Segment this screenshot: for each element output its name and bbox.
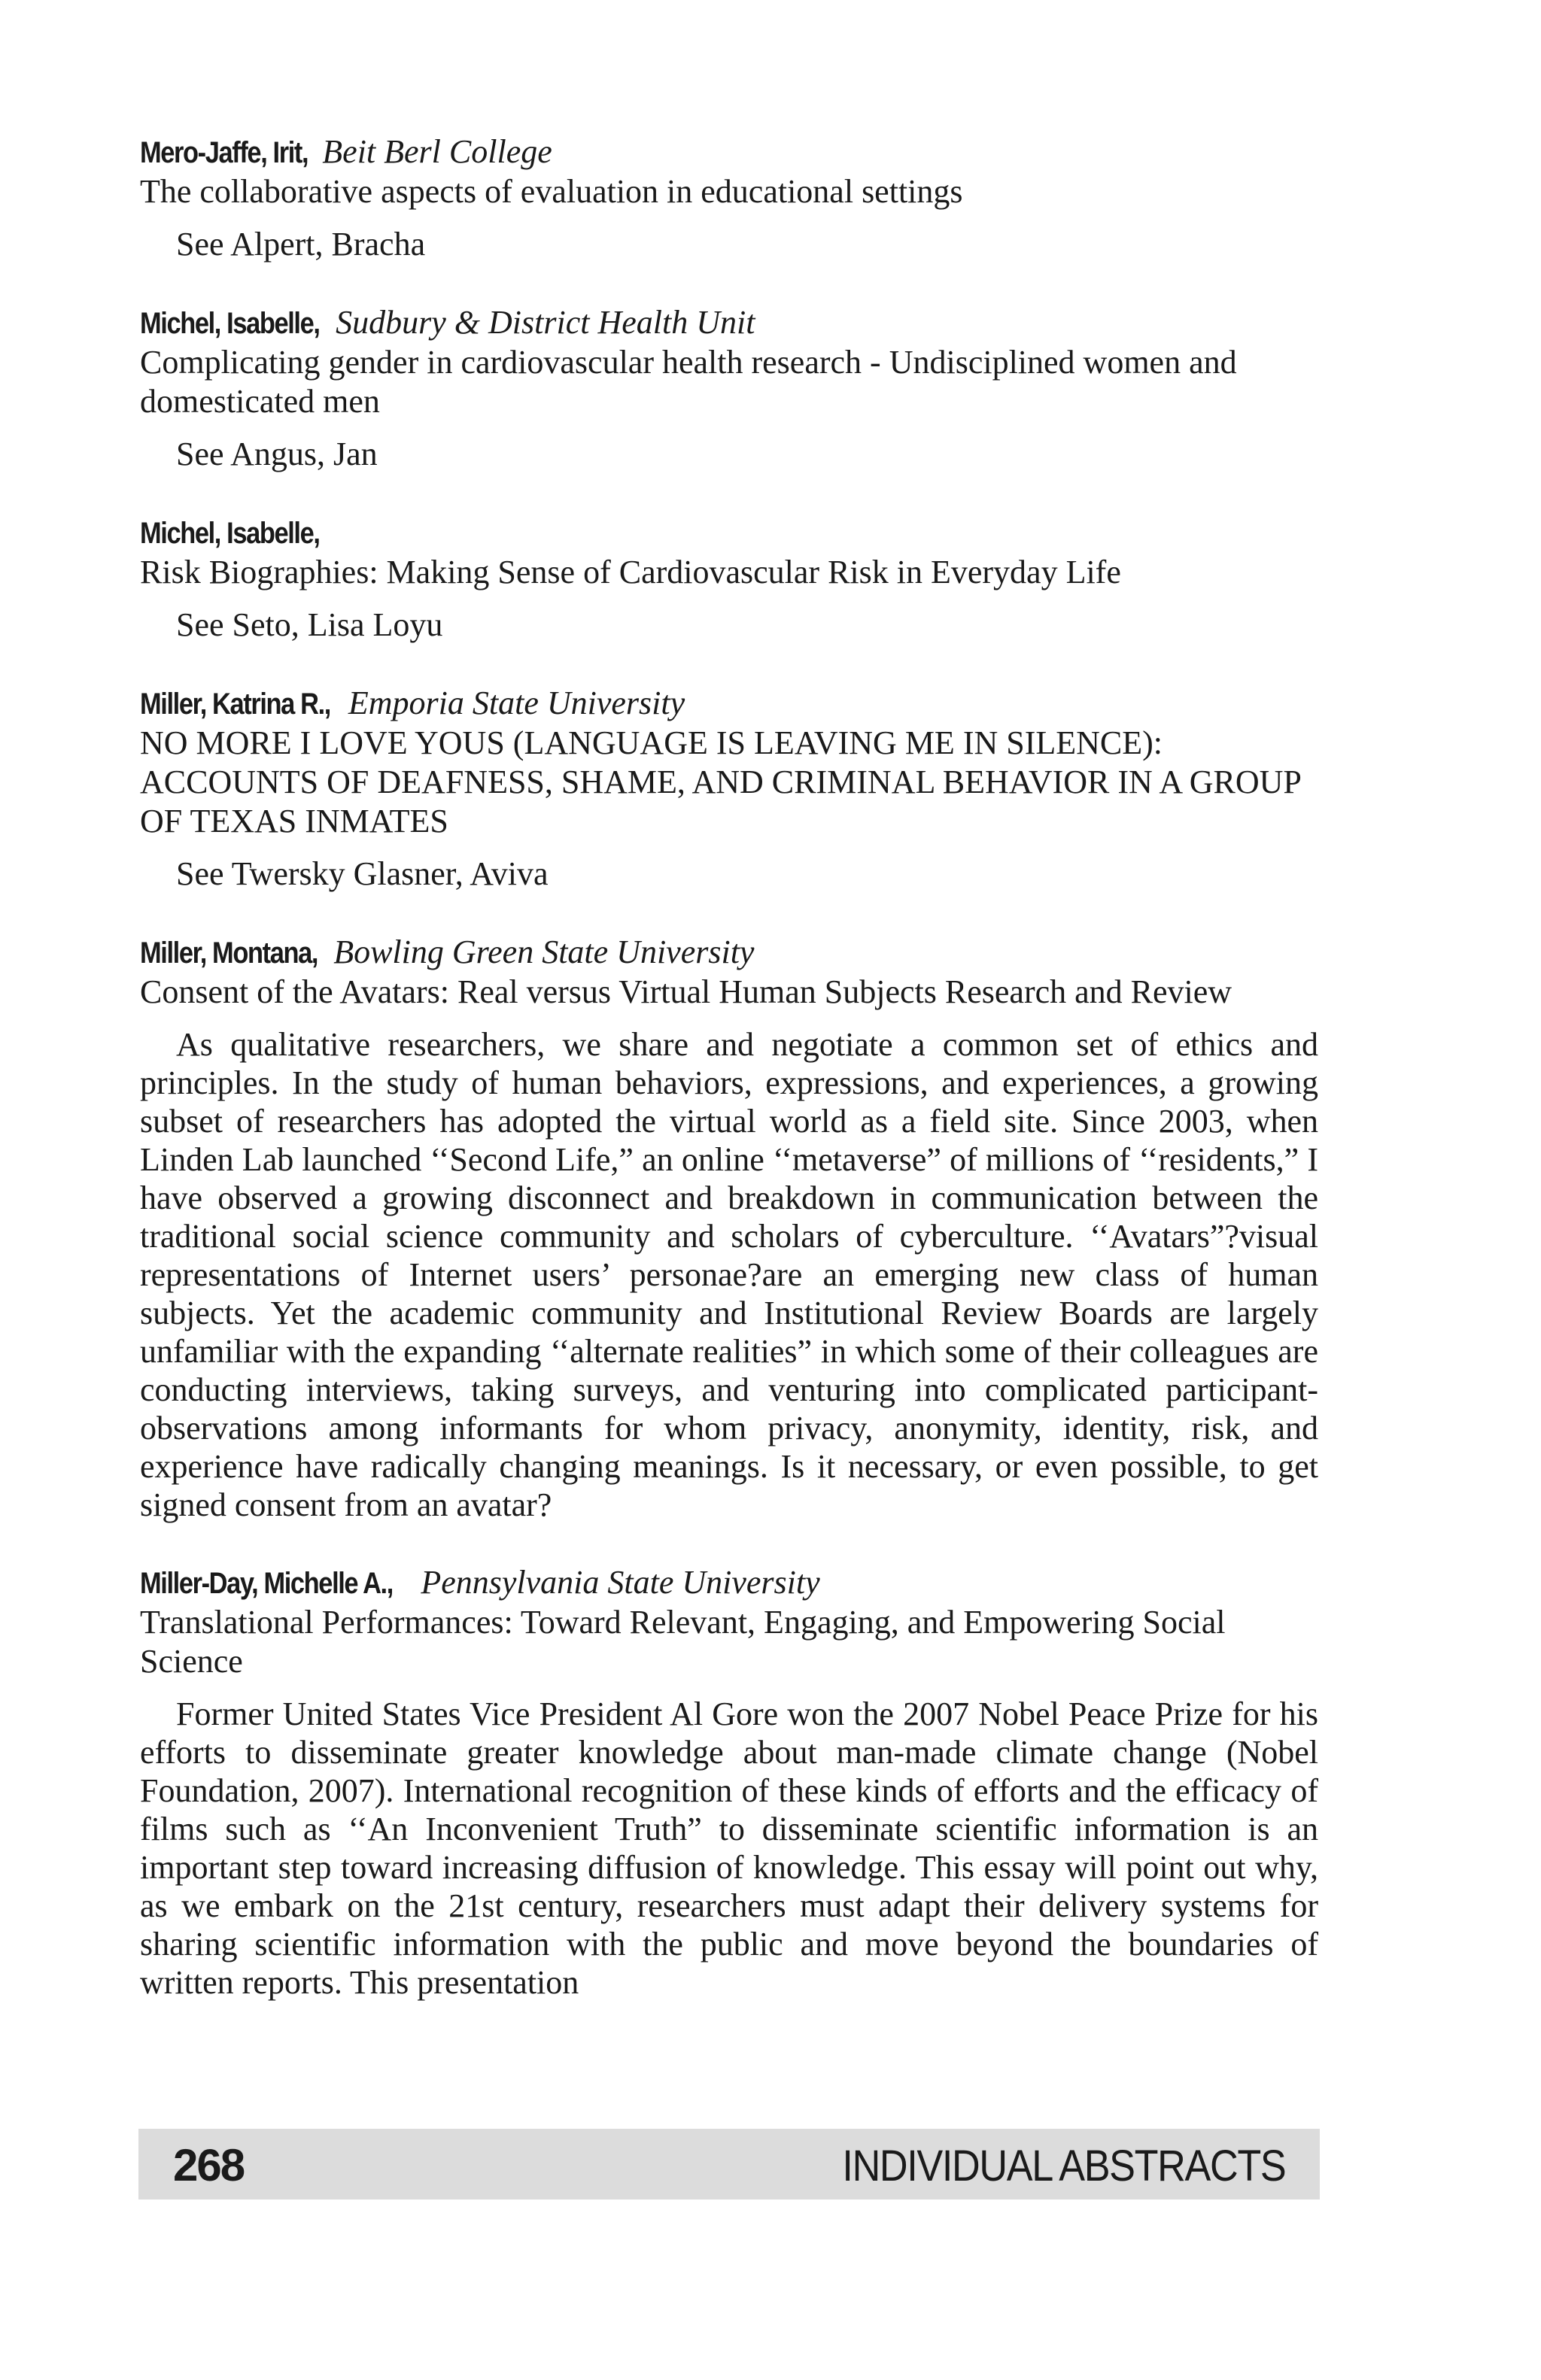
abstract-title: Complicating gender in cardiovascular health research - Undisciplined women and domesticated men xyxy=(140,344,1237,420)
abstract-entry xyxy=(140,684,1320,894)
abstract-entry xyxy=(140,513,1320,645)
entry-heading xyxy=(140,684,1320,724)
abstract-title: Consent of the Avatars: Real versus Virtual Human Subjects Research and Review xyxy=(140,973,1232,1010)
page-footer xyxy=(138,2129,1320,2199)
page-number: 268 xyxy=(173,2140,245,2190)
entry-heading xyxy=(140,303,1320,343)
author-name: Michel, Isabelle, xyxy=(140,517,320,550)
abstract-entry xyxy=(140,303,1320,474)
abstract-title: Risk Biographies: Making Sense of Cardiovascular Risk in Everyday Life xyxy=(140,554,1121,590)
entry-heading xyxy=(140,132,1320,172)
cross-reference: See Alpert, Bracha xyxy=(176,226,426,263)
author-affiliation: Bowling Green State University xyxy=(333,933,755,970)
abstract-entry xyxy=(140,132,1320,264)
abstract-listing xyxy=(140,132,1320,2041)
author-affiliation: Sudbury & District Health Unit xyxy=(336,304,755,341)
entry-heading xyxy=(140,1563,1320,1603)
author-name: Miller, Katrina R., xyxy=(140,688,330,721)
abstract-entry xyxy=(140,933,1320,1524)
author-name: Mero-Jaffe, Irit, xyxy=(140,136,309,169)
abstract-title: The collaborative aspects of evaluation in educational settings xyxy=(140,173,963,210)
entry-heading xyxy=(140,513,1320,553)
cross-reference: See Angus, Jan xyxy=(176,436,378,472)
author-affiliation: Beit Berl College xyxy=(322,133,552,170)
cross-reference: See Seto, Lisa Loyu xyxy=(176,606,443,643)
abstract-entry xyxy=(140,1563,1320,2002)
cross-reference: See Twersky Glasner, Aviva xyxy=(176,855,549,892)
author-affiliation: Emporia State University xyxy=(348,685,685,721)
author-name: Miller, Montana, xyxy=(140,937,318,970)
entry-heading xyxy=(140,933,1320,973)
author-name: Miller-Day, Michelle A., xyxy=(140,1567,393,1600)
author-affiliation: Pennsylvania State University xyxy=(421,1564,820,1601)
abstract-title: NO MORE I LOVE YOUS (LANGUAGE IS LEAVING ME IN SILENCE): ACCOUNTS OF DEAFNESS, SHAME, AND CRIMINAL BEHAVIOR IN A GROUP OF TEXAS INMATES xyxy=(140,724,1301,839)
author-name: Michel, Isabelle, xyxy=(140,307,320,340)
abstract-body: Former United States Vice President Al Gore won the 2007 Nobel Peace Prize for his efforts to disseminate greater knowledge about man-made climate change (Nobel Foundation, 2007). International recognition of these kinds of efforts and the efficacy of films such as ‘‘An Inconvenient Truth” to disseminate scientific information is an important step toward increasing diffusion of knowledge. This essay will point out why, as we embark on the 21st century, researchers must adapt their delivery systems for sharing scientific information with the public and move beyond the boundaries of written reports. This presentation xyxy=(140,1695,1318,2001)
abstract-body: As qualitative researchers, we share and negotiate a common set of ethics and principles. In the study of human behaviors, expressions, and experiences, a growing subset of researchers has adopted the virtual world as a field site. Since 2003, when Linden Lab launched ‘‘Second Life,” an online ‘‘metaverse” of millions of ‘‘residents,” I have observed a growing disconnect and breakdown in communication between the traditional social science community and scholars of cyberculture. ‘‘Avatars”?visual representations of Internet users’ personae?are an emerging new class of human subjects. Yet the academic community and Institutional Review Boards are largely unfamiliar with the expanding ‘‘alternate realities” in which some of their colleagues are conducting interviews, taking surveys, and venturing into complicated participant-observations among informants for whom privacy, anonymity, identity, risk, and experience have radically changing meanings. Is it necessary, or even possible, to get signed consent from an avatar? xyxy=(140,1026,1318,1523)
section-title: INDIVIDUAL ABSTRACTS xyxy=(842,2142,1285,2190)
abstract-title: Translational Performances: Toward Relevant, Engaging, and Empowering Social Science xyxy=(140,1604,1226,1680)
